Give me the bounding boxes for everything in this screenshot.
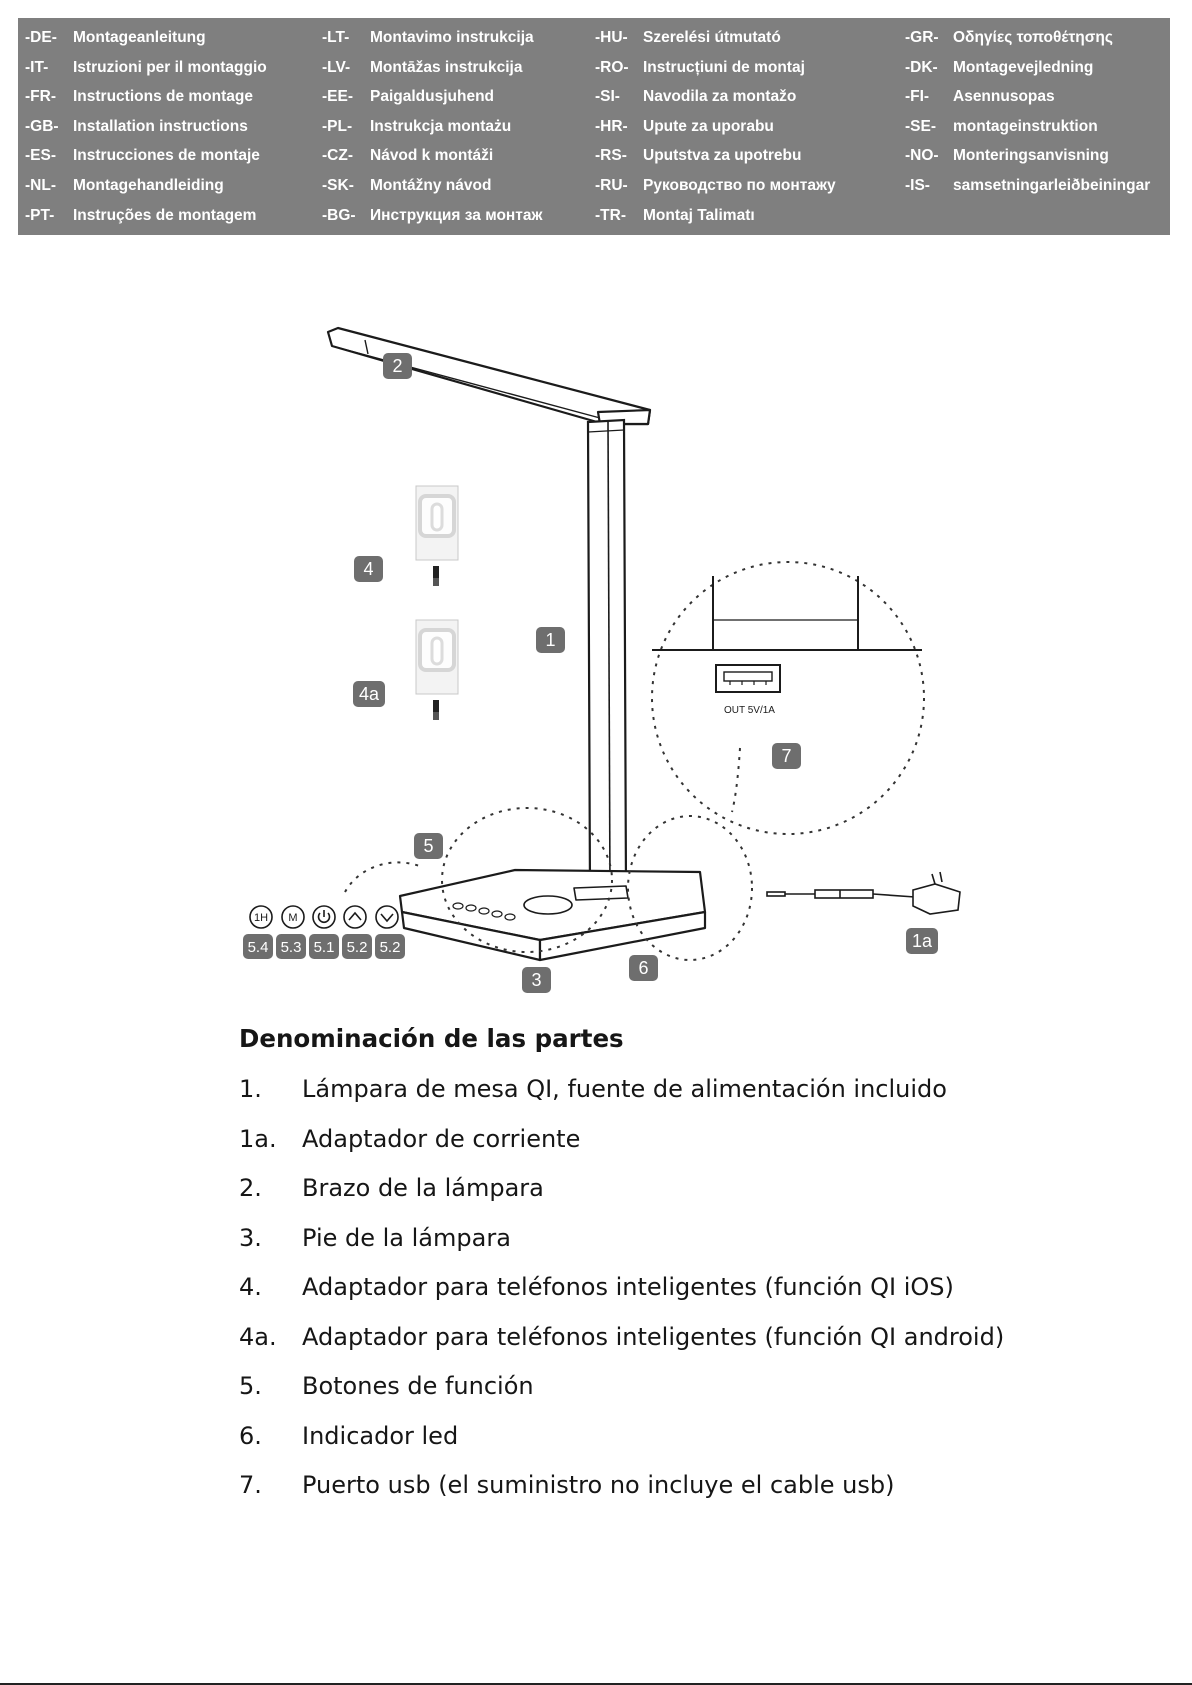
callout-6 bbox=[629, 955, 658, 981]
callout-5 bbox=[414, 833, 443, 859]
language-code: -DK- bbox=[905, 58, 938, 76]
callout-label: 5.1 bbox=[313, 939, 335, 956]
language-column-2 bbox=[322, 28, 542, 235]
usb-detail bbox=[652, 576, 922, 716]
callout-label: 6 bbox=[638, 958, 649, 978]
callout-5-4 bbox=[243, 934, 273, 959]
language-code: -GB- bbox=[25, 117, 59, 135]
language-row bbox=[595, 58, 836, 88]
list-item bbox=[239, 1074, 1139, 1124]
phone-adapter-ios bbox=[416, 486, 458, 586]
language-name: Návod k montáži bbox=[370, 147, 494, 165]
lamp-arm bbox=[328, 328, 650, 424]
list-item bbox=[239, 1371, 1139, 1421]
mode-button-label: M bbox=[288, 912, 298, 924]
part-description: Adaptador de corriente bbox=[302, 1124, 581, 1153]
language-name: Instrucciones de montaje bbox=[73, 147, 260, 165]
language-row bbox=[905, 117, 1150, 147]
phone-adapter-android bbox=[416, 620, 458, 720]
language-name: Instructions de montage bbox=[73, 88, 253, 106]
language-name: Instruções de montagem bbox=[73, 206, 257, 224]
part-description: Pie de la lámpara bbox=[302, 1223, 511, 1252]
language-name: Instrukcja montażu bbox=[370, 117, 512, 135]
callout-2 bbox=[383, 353, 412, 379]
language-row bbox=[905, 58, 1150, 88]
language-code: -CZ- bbox=[322, 147, 353, 165]
part-description: Lámpara de mesa QI, fuente de alimentación incluido bbox=[302, 1075, 947, 1103]
language-row bbox=[905, 146, 1150, 176]
language-name: Istruzioni per il montaggio bbox=[73, 58, 267, 76]
language-name: Руководство по монтажу bbox=[643, 176, 836, 194]
language-code: -NO- bbox=[905, 147, 939, 165]
power-adapter bbox=[767, 872, 960, 914]
language-code: -GR- bbox=[905, 29, 939, 46]
language-name: montageinstruktion bbox=[953, 117, 1098, 135]
part-number: 5. bbox=[239, 1372, 262, 1400]
language-name: Инструкция за монтаж bbox=[370, 206, 543, 224]
language-code: -RS- bbox=[595, 147, 627, 165]
lamp-base bbox=[400, 870, 705, 960]
part-description: Brazo de la lámpara bbox=[302, 1174, 544, 1202]
one-hour-button-label: 1H bbox=[253, 912, 269, 924]
language-row bbox=[905, 87, 1150, 117]
language-code: -LT- bbox=[322, 29, 350, 46]
callout-label: 4 bbox=[363, 559, 374, 579]
part-number: 7. bbox=[239, 1471, 262, 1499]
list-item bbox=[239, 1421, 1139, 1471]
language-row bbox=[322, 58, 542, 88]
callout-5-3 bbox=[276, 934, 306, 959]
language-name: Installation instructions bbox=[73, 117, 248, 135]
lamp-illustration bbox=[0, 300, 1192, 1000]
list-item bbox=[239, 1470, 1139, 1520]
callout-4a bbox=[353, 681, 385, 707]
part-number: 6. bbox=[239, 1421, 262, 1450]
language-row bbox=[25, 146, 267, 176]
language-code: -IT- bbox=[25, 58, 49, 76]
language-name: Asennusopas bbox=[953, 88, 1055, 106]
language-code: -RO- bbox=[595, 58, 629, 76]
callout-label: 4a bbox=[358, 684, 380, 704]
language-name: Montagehandleiding bbox=[73, 176, 224, 194]
language-name: Montāžas instrukcija bbox=[370, 58, 523, 76]
language-code: -EE- bbox=[322, 88, 353, 106]
lamp-diagram bbox=[0, 300, 1192, 1000]
part-number: 4a. bbox=[239, 1322, 277, 1351]
part-number: 2. bbox=[239, 1174, 262, 1202]
language-code: -IS- bbox=[905, 176, 930, 194]
language-code: -SI- bbox=[595, 88, 620, 106]
language-column-4 bbox=[905, 28, 1150, 206]
language-row bbox=[25, 206, 267, 236]
language-code: -FI- bbox=[905, 88, 930, 106]
usb-port-label: OUT 5V/1A bbox=[724, 705, 775, 716]
list-item bbox=[239, 1124, 1139, 1174]
language-row bbox=[322, 117, 542, 147]
callout-5-2-down bbox=[375, 934, 405, 959]
language-name: Montagevejledning bbox=[953, 58, 1094, 76]
language-row bbox=[322, 28, 542, 58]
lamp-pole bbox=[588, 420, 626, 892]
language-row bbox=[25, 58, 267, 88]
part-number: 3. bbox=[239, 1223, 262, 1252]
power-icon bbox=[313, 906, 335, 928]
language-name: Οδηγίες τοποθέτησης bbox=[953, 29, 1113, 46]
part-description: Adaptador para teléfonos inteligentes (función QI iOS) bbox=[302, 1273, 954, 1301]
list-item bbox=[239, 1272, 1139, 1322]
language-code: -SE- bbox=[905, 117, 936, 135]
language-row bbox=[322, 146, 542, 176]
language-code: -HU- bbox=[595, 29, 628, 46]
callout-label: 5.2 bbox=[346, 939, 368, 956]
language-column-1 bbox=[25, 28, 267, 235]
callout-label: 2 bbox=[392, 356, 403, 376]
language-code: -PL- bbox=[322, 117, 353, 135]
part-description: Puerto usb (el suministro no incluye el cable usb) bbox=[302, 1471, 895, 1499]
callout-label: 1 bbox=[545, 630, 556, 650]
callout-1 bbox=[536, 627, 565, 653]
language-row bbox=[25, 117, 267, 147]
callout-label: 1a bbox=[911, 931, 933, 951]
callout-label: 5.2 bbox=[379, 939, 401, 956]
language-row bbox=[595, 87, 836, 117]
part-description: Adaptador para teléfonos inteligentes (función QI android) bbox=[302, 1322, 1005, 1351]
list-item bbox=[239, 1223, 1139, 1273]
language-row bbox=[905, 176, 1150, 206]
callout-label: 7 bbox=[781, 746, 792, 766]
language-code: -DE- bbox=[25, 29, 57, 46]
language-code: -PT- bbox=[25, 206, 55, 224]
language-name: Upute za uporabu bbox=[643, 117, 774, 135]
callout-label: 5.4 bbox=[247, 939, 269, 956]
language-name: Monteringsanvisning bbox=[953, 147, 1109, 165]
language-code: -LV- bbox=[322, 58, 351, 76]
part-description: Indicador led bbox=[302, 1421, 459, 1450]
language-name: Instrucțiuni de montaj bbox=[643, 58, 805, 76]
callout-label: 3 bbox=[531, 970, 542, 990]
language-name: Montaj Talimatı bbox=[643, 206, 755, 224]
callout-5-2-up bbox=[342, 934, 372, 959]
parts-title: Denominación de las partes bbox=[239, 1024, 624, 1053]
language-row bbox=[595, 146, 836, 176]
language-row bbox=[25, 176, 267, 206]
language-row bbox=[595, 28, 836, 58]
language-name: Montageanleitung bbox=[73, 29, 206, 46]
language-code: -HR- bbox=[595, 117, 628, 135]
language-row bbox=[322, 87, 542, 117]
language-code: -RU- bbox=[595, 176, 628, 194]
callout-1a bbox=[906, 928, 938, 954]
language-code: -NL- bbox=[25, 176, 56, 194]
language-code: -FR- bbox=[25, 88, 56, 106]
callout-7 bbox=[772, 743, 801, 769]
language-name: Navodila za montažo bbox=[643, 88, 797, 106]
list-item bbox=[239, 1173, 1139, 1223]
language-code: -ES- bbox=[25, 147, 56, 165]
part-number: 4. bbox=[239, 1273, 262, 1301]
language-code: -BG- bbox=[322, 206, 356, 224]
part-number: 1. bbox=[239, 1075, 262, 1103]
language-row bbox=[905, 28, 1150, 58]
language-row bbox=[322, 176, 542, 206]
chevron-down-icon bbox=[376, 906, 398, 928]
language-row bbox=[595, 206, 836, 236]
language-name: Paigaldusjuhend bbox=[370, 88, 495, 106]
language-name: Uputstva za upotrebu bbox=[643, 147, 802, 165]
language-name: Montážny návod bbox=[370, 176, 492, 194]
language-row bbox=[595, 117, 836, 147]
callout-5-1 bbox=[309, 934, 339, 959]
language-code: -SK- bbox=[322, 176, 354, 194]
language-name: Montavimo instrukcija bbox=[370, 29, 534, 46]
part-number: 1a. bbox=[239, 1124, 277, 1153]
callout-label: 5 bbox=[423, 836, 434, 856]
list-item bbox=[239, 1322, 1139, 1372]
callout-4 bbox=[354, 556, 383, 582]
part-description: Botones de función bbox=[302, 1372, 534, 1400]
language-name: Szerelési útmutató bbox=[643, 29, 781, 46]
language-code: -TR- bbox=[595, 206, 626, 224]
callout-3 bbox=[522, 967, 551, 993]
language-banner bbox=[18, 18, 1170, 235]
chevron-up-icon bbox=[344, 906, 366, 928]
language-row bbox=[25, 28, 267, 58]
language-row bbox=[25, 87, 267, 117]
function-buttons bbox=[250, 906, 398, 928]
language-row bbox=[595, 176, 836, 206]
language-row bbox=[322, 206, 542, 236]
language-name: samsetningarleiðbeiningar bbox=[953, 176, 1151, 194]
callout-label: 5.3 bbox=[280, 939, 302, 956]
language-column-3 bbox=[595, 28, 836, 235]
parts-list bbox=[239, 1074, 1139, 1520]
